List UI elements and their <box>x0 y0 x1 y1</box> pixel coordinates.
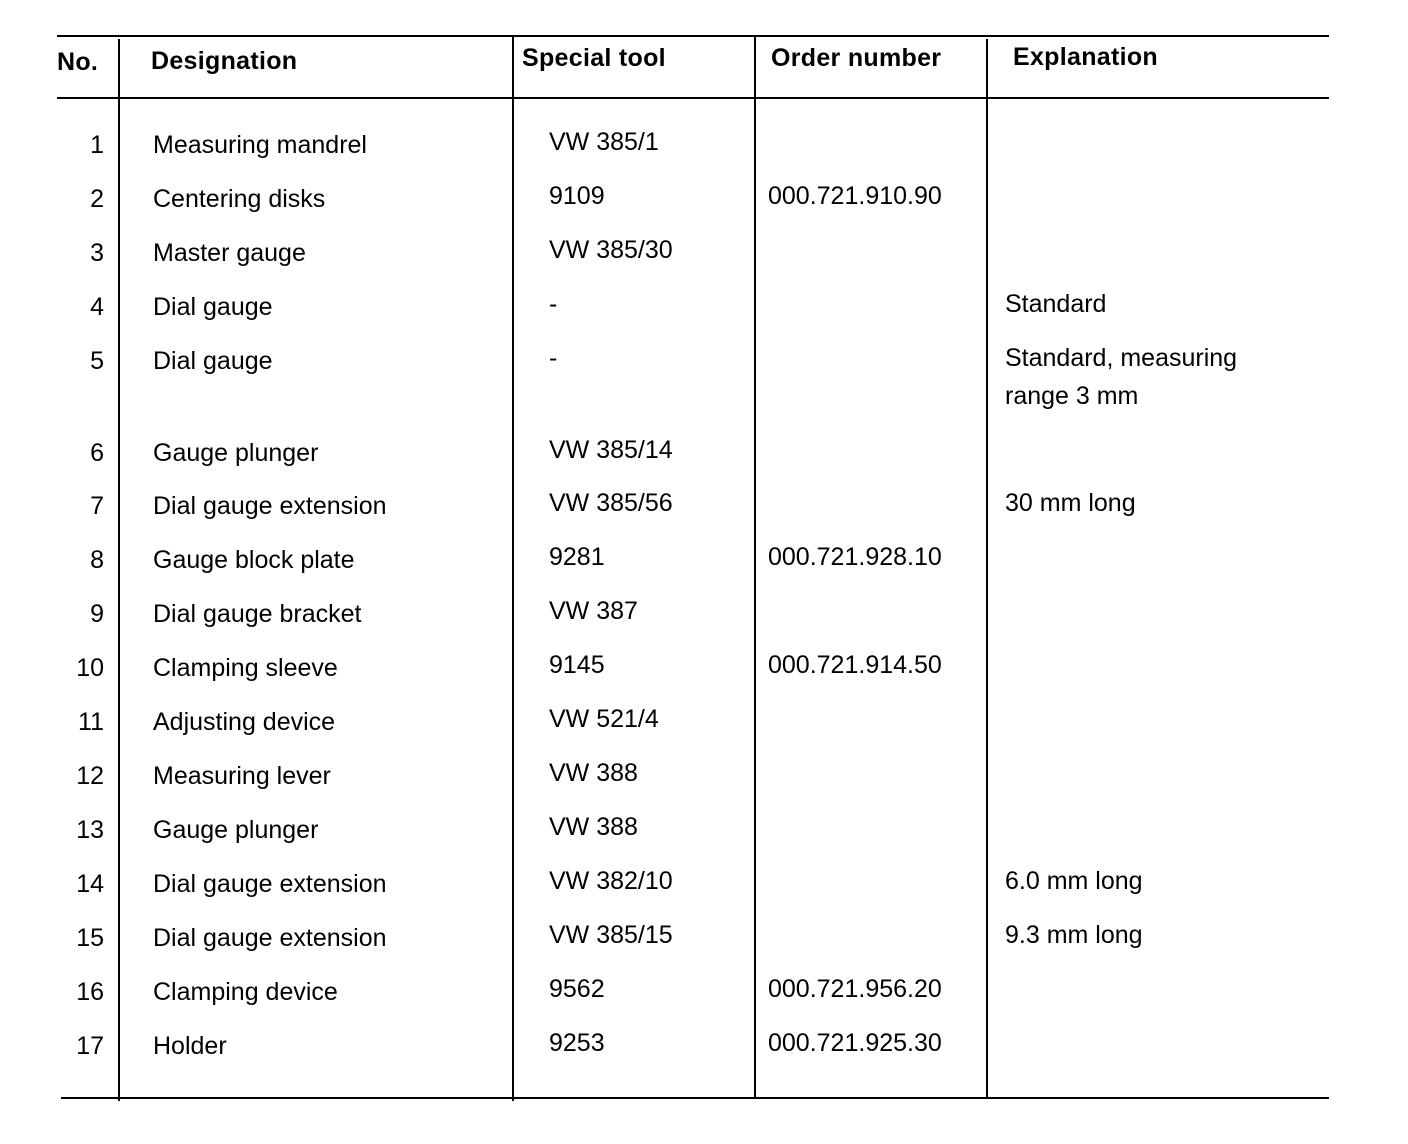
order-number-cell: 000.721.928.10 <box>768 543 942 571</box>
header-order-number: Order number <box>771 44 942 72</box>
special-tool-cell: 9145 <box>549 651 605 679</box>
designation-cell: Dial gauge extension <box>153 924 387 952</box>
table-bottom-rule <box>61 1097 1329 1099</box>
special-tool-cell: 9562 <box>549 975 605 1003</box>
row-number: 16 <box>76 978 104 1006</box>
explanation-cell: Standard, measuring range 3 mm <box>1005 344 1238 410</box>
special-tool-cell: VW 382/10 <box>549 867 673 895</box>
row-number: 11 <box>78 708 104 736</box>
designation-cell: Gauge block plate <box>153 546 355 574</box>
row-number: 6 <box>90 439 104 467</box>
designation-cell: Dial gauge extension <box>153 870 387 898</box>
designation-cell: Dial gauge bracket <box>153 600 362 628</box>
designation-cell: Measuring lever <box>153 762 331 790</box>
special-tool-cell: - <box>549 344 558 372</box>
designation-cell: Holder <box>153 1032 227 1060</box>
row-number: 2 <box>90 185 104 213</box>
special-tool-cell: - <box>549 290 558 318</box>
row-number: 4 <box>90 293 104 321</box>
designation-cell: Master gauge <box>153 239 306 267</box>
designation-cell: Clamping sleeve <box>153 654 338 682</box>
row-number: 5 <box>90 347 104 375</box>
column-divider-3 <box>754 35 756 1099</box>
header-special-tool: Special tool <box>522 44 666 72</box>
designation-cell: Gauge plunger <box>153 816 319 844</box>
row-number: 17 <box>76 1032 104 1060</box>
designation-cell: Measuring mandrel <box>153 131 367 159</box>
order-number-cell: 000.721.925.30 <box>768 1029 942 1057</box>
header-designation: Designation <box>151 47 298 75</box>
special-tool-cell: VW 385/14 <box>549 436 673 464</box>
header-no: No. <box>57 48 99 76</box>
explanation-cell: 30 mm long <box>1005 489 1136 517</box>
explanation-cell: 9.3 mm long <box>1005 921 1143 949</box>
row-number: 8 <box>90 546 104 574</box>
column-divider-1 <box>118 39 120 1101</box>
designation-cell: Dial gauge extension <box>153 492 387 520</box>
designation-cell: Centering disks <box>153 185 326 213</box>
special-tool-cell: VW 387 <box>549 597 638 625</box>
designation-cell: Dial gauge <box>153 347 273 375</box>
designation-cell: Clamping device <box>153 978 338 1006</box>
special-tool-cell: VW 388 <box>549 813 638 841</box>
row-number: 14 <box>76 870 104 898</box>
order-number-cell: 000.721.914.50 <box>768 651 942 679</box>
special-tool-cell: VW 385/1 <box>549 128 659 156</box>
special-tool-cell: VW 521/4 <box>549 705 659 733</box>
order-number-cell: 000.721.956.20 <box>768 975 942 1003</box>
row-number: 1 <box>90 131 104 159</box>
header-bottom-rule <box>57 97 1329 99</box>
row-number: 13 <box>76 816 104 844</box>
header-explanation: Explanation <box>1013 43 1158 71</box>
row-number: 9 <box>90 600 104 628</box>
special-tool-cell: VW 385/15 <box>549 921 673 949</box>
row-number: 10 <box>76 654 104 682</box>
special-tool-cell: VW 385/56 <box>549 489 673 517</box>
table-top-rule <box>57 35 1329 37</box>
special-tool-cell: VW 385/30 <box>549 236 673 264</box>
row-number: 7 <box>90 492 104 520</box>
column-divider-2 <box>512 37 514 1101</box>
explanation-cell: 6.0 mm long <box>1005 867 1143 895</box>
designation-cell: Dial gauge <box>153 293 273 321</box>
special-tool-cell: 9281 <box>549 543 605 571</box>
row-number: 15 <box>76 924 104 952</box>
order-number-cell: 000.721.910.90 <box>768 182 942 210</box>
explanation-cell: Standard <box>1005 290 1107 318</box>
designation-cell: Adjusting device <box>153 708 336 736</box>
designation-cell: Gauge plunger <box>153 439 319 467</box>
special-tool-cell: VW 388 <box>549 759 638 787</box>
column-divider-4 <box>986 39 988 1099</box>
special-tool-cell: 9253 <box>549 1029 605 1057</box>
row-number: 12 <box>76 762 104 790</box>
special-tool-cell: 9109 <box>549 182 605 210</box>
row-number: 3 <box>90 239 104 267</box>
